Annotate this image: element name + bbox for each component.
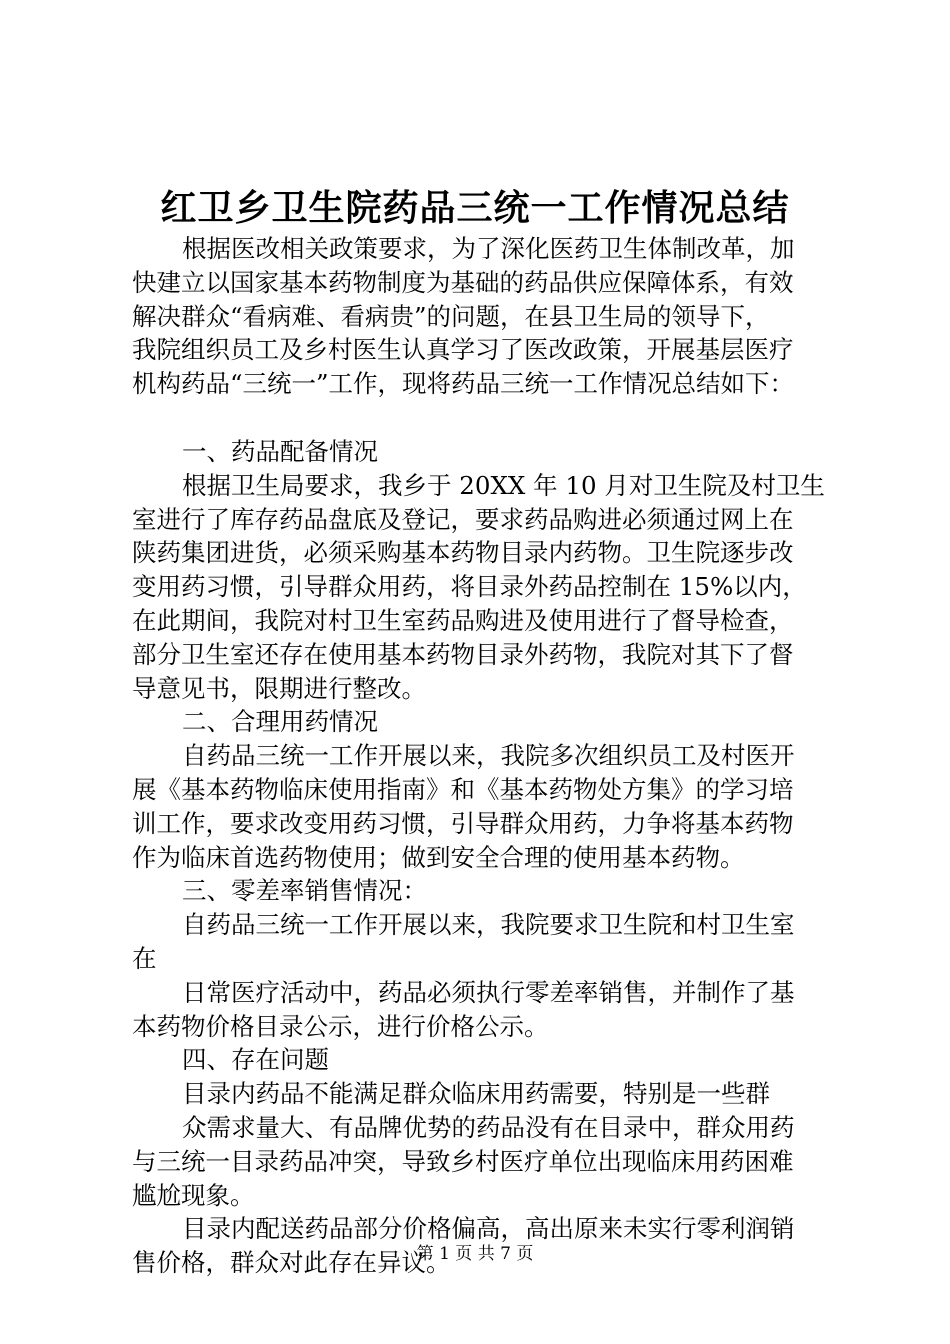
paragraph-intro-line-3: 解决群众“看病难、看病贵”的问题，在县卫生局的领导下，: [132, 301, 770, 331]
section-2-line-3: 训工作，要求改变用药习惯，引导群众用药，力争将基本药物: [132, 808, 794, 838]
section-2-line-2: 展《基本药物临床使用指南》和《基本药物处方集》的学习培: [132, 774, 794, 804]
section-heading-2: 二、合理用药情况: [182, 707, 378, 737]
section-1-line-4: 变用药习惯，引导群众用药，将目录外药品控制在 15%以内，: [132, 572, 807, 602]
section-3-line-1: 自药品三统一工作开展以来，我院要求卫生院和村卫生室: [182, 910, 795, 940]
section-1-line-7: 导意见书，限期进行整改。: [132, 673, 426, 703]
section-3-line-3: 日常医疗活动中，药品必须执行零差率销售，并制作了基: [182, 977, 795, 1007]
section-4-line-1: 目录内药品不能满足群众临床用药需要，特别是一些群: [182, 1079, 770, 1109]
section-2-line-1: 自药品三统一工作开展以来，我院多次组织员工及村医开: [182, 741, 795, 771]
section-heading-4: 四、存在问题: [182, 1045, 329, 1075]
section-3-line-2: 在: [132, 943, 157, 973]
document-body: [132, 232, 832, 1280]
section-heading-1: 一、药品配备情况: [182, 436, 378, 466]
paragraph-gap: [132, 401, 832, 435]
document-title: 红卫乡卫生院药品三统一工作情况总结: [160, 187, 790, 229]
section-1-line-1: 根据卫生局要求，我乡于 20XX 年 10 月对卫生院及村卫生: [182, 470, 825, 500]
section-4-line-5: 目录内配送药品部分价格偏高，高出原来未实行零利润销: [182, 1214, 795, 1244]
paragraph-intro-line-5: 机构药品“三统一”工作，现将药品三统一工作情况总结如下：: [132, 369, 795, 399]
section-1-line-5: 在此期间，我院对村卫生室药品购进及使用进行了督导检查，: [132, 605, 794, 635]
paragraph-intro-line-4: 我院组织员工及乡村医生认真学习了医改政策，开展基层医疗: [132, 335, 794, 365]
page-footer: 第 1 页 共 7 页: [416, 1244, 534, 1264]
section-1-line-3: 陕药集团进货，必须采购基本药物目录内药物。卫生院逐步改: [132, 538, 794, 568]
section-heading-3: 三、零差率销售情况：: [182, 876, 427, 906]
section-3-line-4: 本药物价格目录公示，进行价格公示。: [132, 1011, 549, 1041]
section-4-line-6: 售价格，群众对此存在异议。: [132, 1248, 451, 1278]
section-1-line-2: 室进行了库存药品盘底及登记，要求药品购进必须通过网上在: [132, 504, 794, 534]
section-4-line-2: 众需求量大、有品牌优势的药品没有在目录中，群众用药: [182, 1112, 795, 1142]
paragraph-intro-line-1: 根据医改相关政策要求，为了深化医药卫生体制改革，加: [182, 234, 795, 263]
section-1-line-6: 部分卫生室还存在使用基本药物目录外药物，我院对其下了督: [132, 639, 794, 669]
section-4-line-4: 尴尬现象。: [132, 1180, 255, 1210]
section-2-line-4: 作为临床首选药物使用；做到安全合理的使用基本药物。: [132, 842, 745, 872]
section-4-line-3: 与三统一目录药品冲突，导致乡村医疗单位出现临床用药困难: [132, 1146, 794, 1176]
paragraph-intro-line-2: 快建立以国家基本药物制度为基础的药品供应保障体系，有效: [132, 267, 794, 297]
